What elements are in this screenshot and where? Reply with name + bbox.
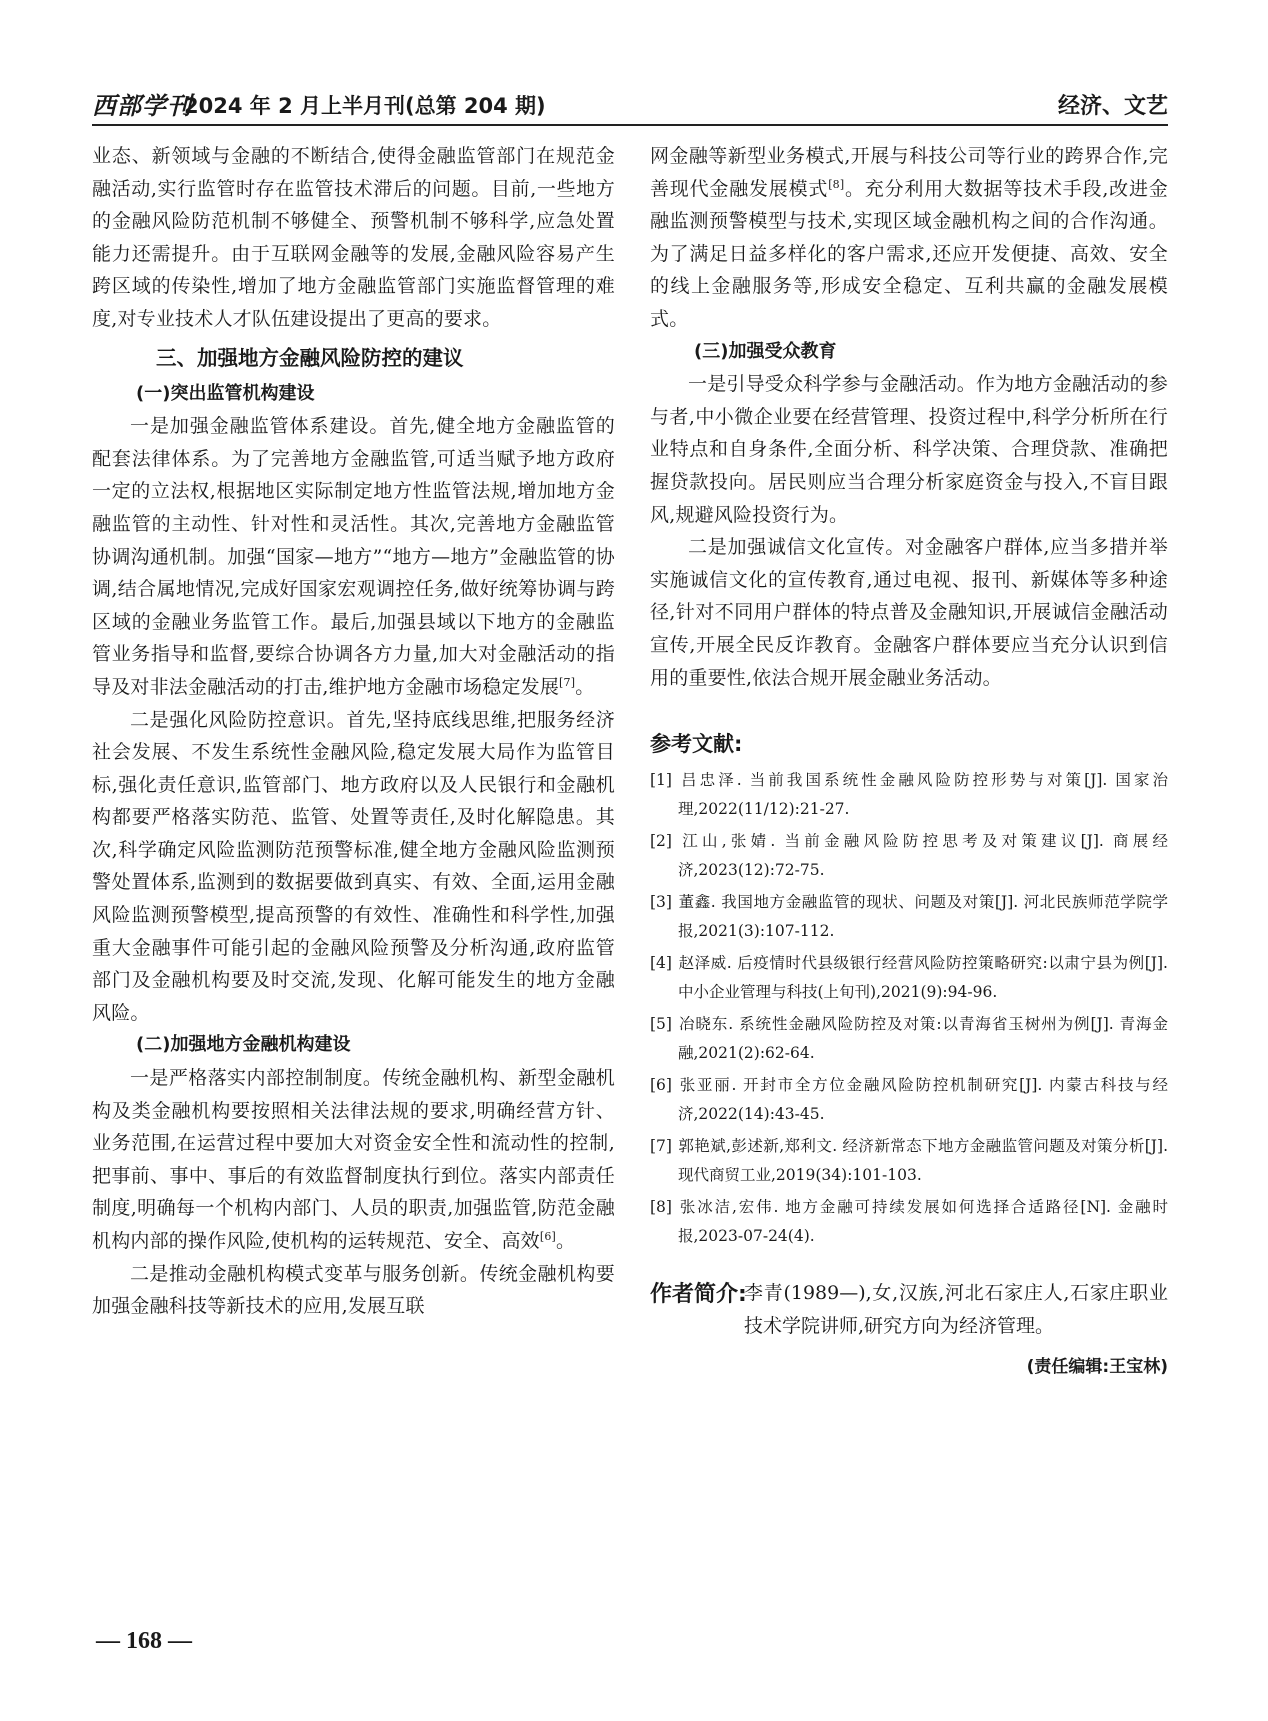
reference-text: 董鑫. 我国地方金融监管的现状、问题及对策[J]. 河北民族师范学院学报,2021(3):107-112. xyxy=(678,893,1168,941)
reference-item xyxy=(650,1132,1168,1190)
author-label: 作者简介: xyxy=(650,1282,747,1308)
paragraph: 一是引导受众科学参与金融活动。作为地方金融活动的参与者,中小微企业要在经营管理、投资过程中,科学分析所在行业特点和自身条件,全面分析、科学决策、合理贷款、准确把握贷款投向。居民则应当合理分析家庭资金与投入,不盲目跟风,规避风险投资行为。 xyxy=(650,373,1169,526)
reference-text: 吕忠泽. 当前我国系统性金融风险防控形势与对策[J]. 国家治理,2022(11/12):21-27. xyxy=(678,771,1168,819)
reference-item xyxy=(650,888,1168,946)
paragraph-text: 一是加强金融监管体系建设。首先,健全地方金融监管的配套法律体系。为了完善地方金融监管,可适当赋予地方政府一定的立法权,根据地区实际制定地方性监管法规,增加地方金融监管的主动性、针对性和灵活性。其次,完善地方金融监管协调沟通机制。加强“国家—地方”“地方—地方”金融监管的协调,结合属地情况,完成好国家宏观调控任务,做好统筹协调与跨区域的金融业务监管工作。最后,加强县域以下地方的金融监管业务指导和监督,要综合协调各方力量,加大对金融活动的指导及对非法金融活动的打击,维护地方金融市场稳定发展 xyxy=(92,415,615,698)
page-number: — 168 — xyxy=(96,1628,192,1654)
paragraph-end: 。 xyxy=(575,675,595,698)
reference-text: 张亚丽. 开封市全方位金融风险防控机制研究[J]. 内蒙古科技与经济,2022(14):43-45. xyxy=(678,1076,1168,1124)
paragraph: 二是加强诚信文化宣传。对金融客户群体,应当多措并举实施诚信文化的宣传教育,通过电视、报刊、新媒体等多种途径,针对不同用户群体的特点普及金融知识,开展诚信金融活动宣传,开展全民反诈教育。金融客户群体要应当充分认识到信用的重要性,依法合规开展金融业务活动。 xyxy=(650,536,1168,689)
issue-info: 2024 年 2 月上半月刊(总第 204 期) xyxy=(184,94,546,118)
reference-item xyxy=(650,1010,1168,1068)
paragraph xyxy=(92,410,615,703)
reference-item xyxy=(650,949,1168,1007)
section-heading: 三、加强地方金融风险防控的建议 xyxy=(156,345,464,370)
paragraph-text: 网金融等新型业务模式,开展与科技公司等行业的跨界合作,完善现代金融发展模式 xyxy=(650,145,1168,200)
left-column xyxy=(92,140,615,1323)
right-column xyxy=(650,140,1168,1377)
reference-number: [5] xyxy=(650,1015,672,1034)
paragraph-text: 。充分利用大数据等技术手段,改进金融监测预警模型与技术,实现区域金融机构之间的合作沟通。为了满足日益多样化的客户需求,还应开发便捷、高效、安全的线上金融服务等,形成安全稳定、互利共赢的金融发展模式。 xyxy=(650,177,1168,330)
paragraph xyxy=(92,1062,615,1258)
paragraph-text: 一是严格落实内部控制制度。传统金融机构、新型金融机构及类金融机构要按照相关法律法规的要求,明确经营方针、业务范围,在运营过程中要加大对资金安全性和流动性的控制,把事前、事中、事后的有效监督制度执行到位。落实内部责任制度,明确每一个机构内部门、人员的职责,加强监管,防范金融机构内部的操作风险,使机构的运转规范、安全、高效 xyxy=(92,1067,615,1252)
reference-number: [1] xyxy=(650,771,672,790)
header-rule xyxy=(92,124,1168,126)
reference-number: [3] xyxy=(650,893,672,912)
reference-text: 冶晓东. 系统性金融风险防控及对策:以青海省玉树州为例[J]. 青海金融,2021(2):62-64. xyxy=(678,1015,1168,1063)
reference-item xyxy=(650,766,1168,824)
paragraph-end: 。 xyxy=(556,1230,576,1252)
page-header xyxy=(92,86,1168,126)
paragraph: 二是推动金融机构模式变革与服务创新。传统金融机构要加强金融科技等新技术的应用,发展互联 xyxy=(92,1262,615,1318)
references-list xyxy=(650,766,1168,1251)
reference-text: 郭艳斌,彭述新,郑利文. 经济新常态下地方金融监管问题及对策分析[J]. 现代商贸工业,2019(34):101-103. xyxy=(678,1137,1168,1185)
citation: [6] xyxy=(539,1230,557,1243)
subsection-heading-3: (三)加强受众教育 xyxy=(694,340,837,362)
reference-item xyxy=(650,1071,1168,1129)
reference-number: [4] xyxy=(650,954,672,973)
reference-text: 江山,张婧. 当前金融风险防控思考及对策建议[J]. 商展经济,2023(12):72-75. xyxy=(678,832,1168,880)
reference-text: 赵泽威. 后疫情时代县级银行经营风险防控策略研究:以肃宁县为例[J]. 中小企业管理与科技(上旬刊),2021(9):94-96. xyxy=(678,954,1168,1002)
reference-number: [2] xyxy=(650,832,672,851)
reference-number: [8] xyxy=(650,1198,672,1217)
reference-text: 张冰洁,宏伟. 地方金融可持续发展如何选择合适路径[N]. 金融时报,2023-07-24(4). xyxy=(678,1198,1168,1246)
paragraph-continued: 业态、新领域与金融的不断结合,使得金融监管部门在规范金融活动,实行监管时存在监管技术滞后的问题。目前,一些地方的金融风险防范机制不够健全、预警机制不够科学,应急处置能力还需提升。由于互联网金融等的发展,金融风险容易产生跨区域的传染性,增加了地方金融监管部门实施监督管理的难度,对专业技术人才队伍建设提出了更高的要求。 xyxy=(92,145,615,330)
reference-item xyxy=(650,1193,1168,1251)
reference-item xyxy=(650,827,1168,885)
subsection-heading-1: (一)突出监管机构建设 xyxy=(136,382,315,404)
citation: [8] xyxy=(828,177,845,191)
citation: [7] xyxy=(559,675,576,689)
references-title: 参考文献: xyxy=(650,732,743,757)
section-tag: 经济、文艺 xyxy=(1057,94,1168,119)
author-bio xyxy=(650,1277,1168,1342)
subsection-heading-2: (二)加强地方金融机构建设 xyxy=(136,1034,351,1056)
paragraph: 二是强化风险防控意识。首先,坚持底线思维,把服务经济社会发展、不发生系统性金融风险,稳定发展大局作为监管目标,强化责任意识,监管部门、地方政府以及人民银行和金融机构都要严格落实防范、监管、处置等责任,及时化解隐患。其次,科学确定风险监测防范预警标准,健全地方金融风险监测预警处置体系,监测到的数据要做到真实、有效、全面,运用金融风险监测预警模型,提高预警的有效性、准确性和科学性,加强重大金融事件可能引起的金融风险预警及分析沟通,政府监管部门及金融机构要及时交流,发现、化解可能发生的地方金融风险。 xyxy=(92,708,615,1024)
author-text: 李青(1989—),女,汉族,河北石家庄人,石家庄职业技术学院讲师,研究方向为经济管理。 xyxy=(744,1282,1168,1337)
reference-number: [7] xyxy=(650,1137,672,1156)
responsible-editor: (责任编辑:王宝林) xyxy=(1026,1357,1168,1378)
paragraph-continued xyxy=(650,140,1168,336)
journal-masthead: 西部学刊 xyxy=(92,91,192,120)
reference-number: [6] xyxy=(650,1076,672,1095)
